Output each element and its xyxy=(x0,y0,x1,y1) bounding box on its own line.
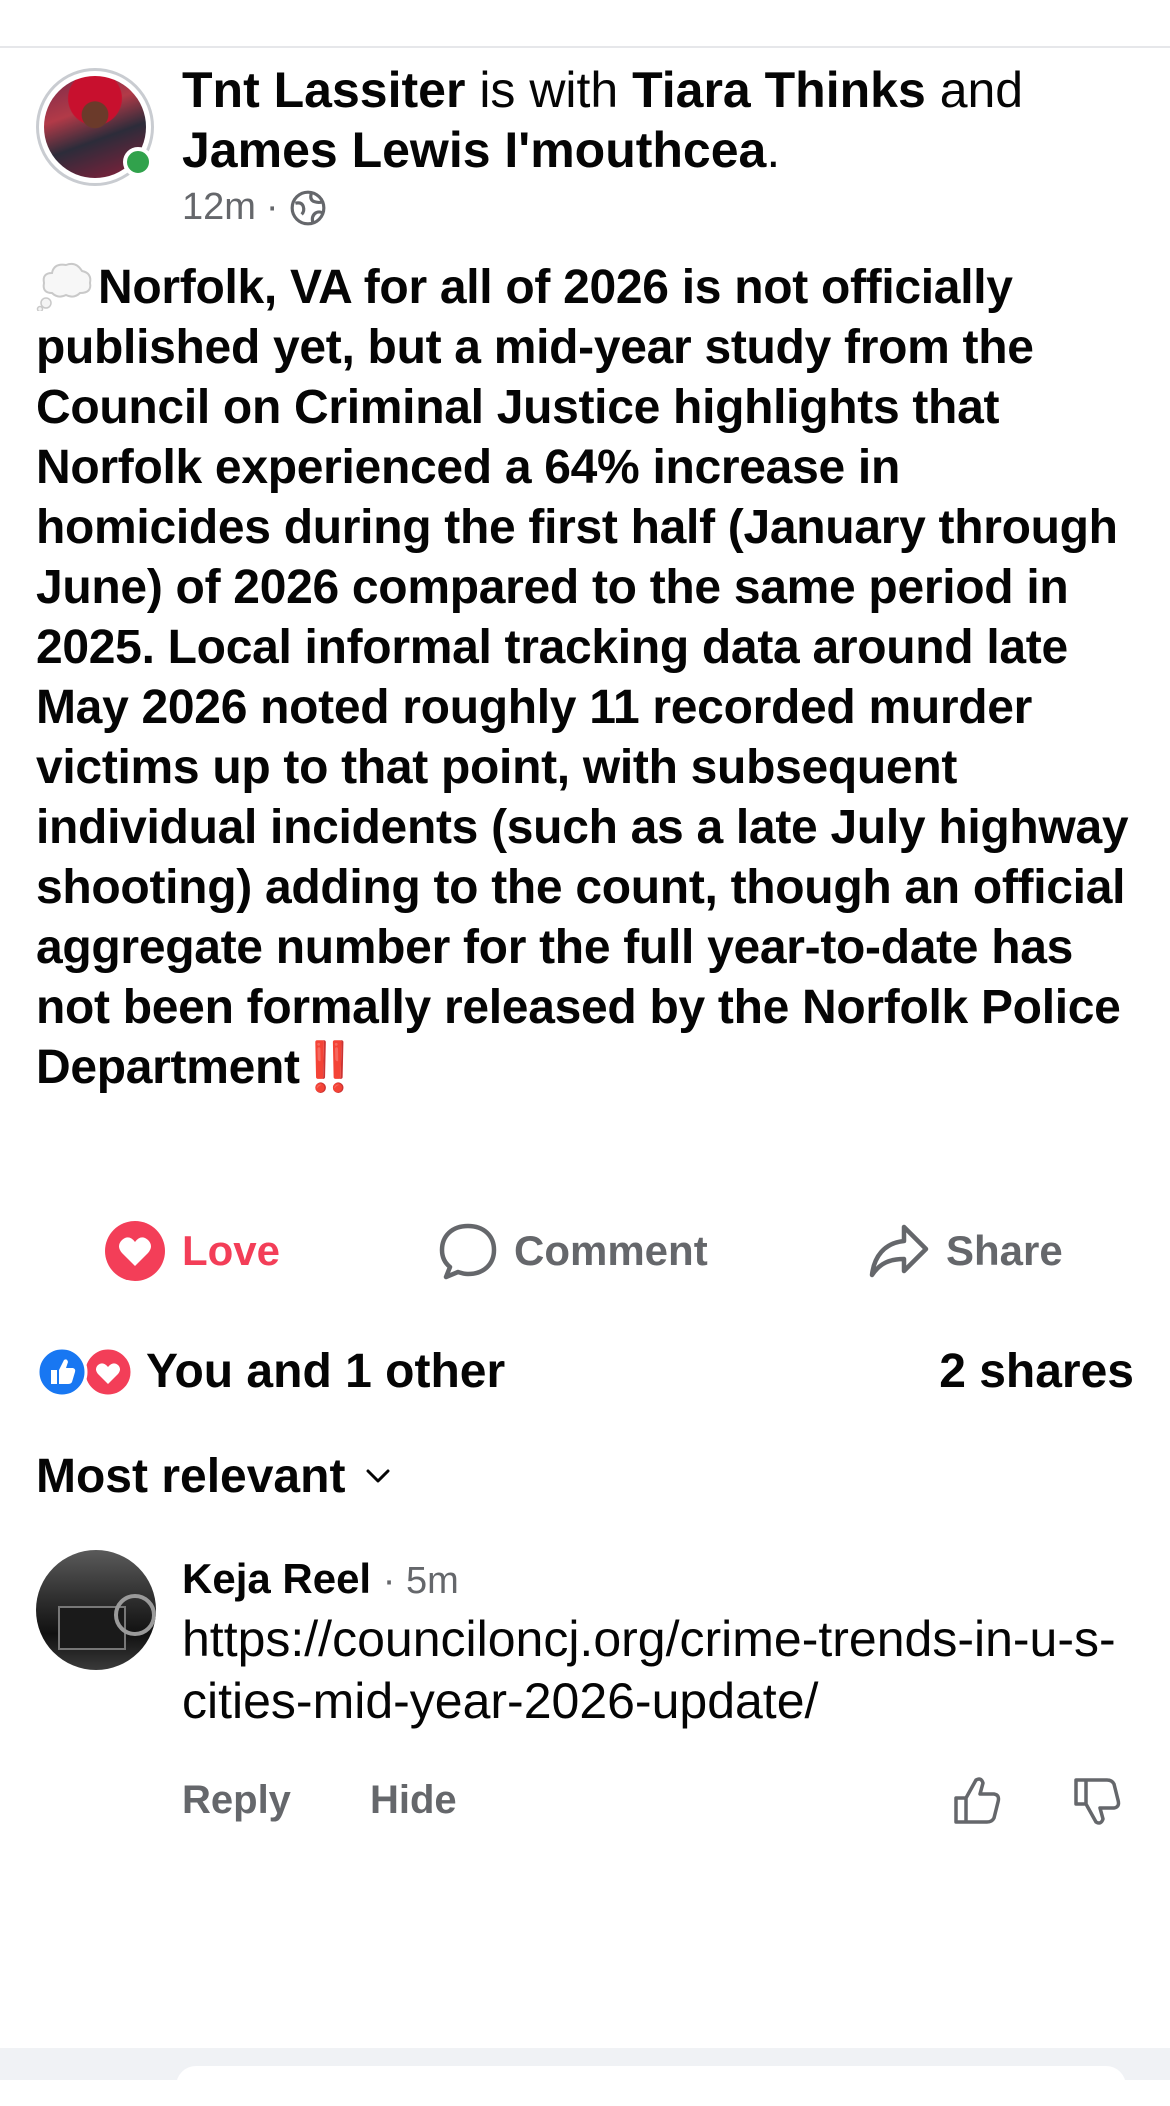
like-love-reaction-icons xyxy=(36,1346,136,1398)
love-button[interactable] xyxy=(104,1216,280,1286)
hide-button[interactable]: Hide xyxy=(370,1778,457,1822)
love-button-label: Love xyxy=(182,1227,281,1274)
share-button[interactable] xyxy=(868,1216,1063,1286)
post-body-text: Norfolk, VA for all of 2026 is not officially published yet, but a mid-year study from the Council on Criminal Justice highlights that Norfolk experienced a 64% increase in homicides during the first half (January through June) of 2026 compared to the same period in 2025. Local informal tracking data around late May 2026 noted roughly 11 recorded murder victims up to that point, with subsequent individual incidents (such as a late July highway shooting) adding to the count, though an official aggregate number for the full year-to-date has not been formally released by the Norfolk Police Department xyxy=(36,261,1129,1094)
avatar-photo-detail-round xyxy=(114,1594,156,1636)
author-name[interactable]: Tnt Lassiter xyxy=(182,62,466,118)
and-text: and xyxy=(939,62,1024,118)
tagged-user-1[interactable]: Tiara Thinks xyxy=(632,62,926,118)
comment-time: · 5m xyxy=(382,1560,459,1602)
share-button-label: Share xyxy=(946,1227,1063,1274)
downvote-thumb-icon[interactable] xyxy=(1070,1774,1124,1828)
shares-count[interactable]: 2 shares xyxy=(939,1345,1134,1398)
love-reaction-icon xyxy=(104,1220,166,1282)
meta-dot: · xyxy=(265,186,279,228)
post-time[interactable]: 12m xyxy=(182,186,256,228)
upvote-thumb-icon[interactable] xyxy=(950,1774,1004,1828)
comment-author-row xyxy=(182,1552,459,1608)
comment-composer-bar xyxy=(0,2048,1170,2080)
double-exclamation-emoji: ‼️ xyxy=(299,1041,360,1094)
reply-button[interactable]: Reply xyxy=(182,1778,291,1822)
comment-input[interactable] xyxy=(176,2066,1126,2106)
tagged-user-2[interactable]: James Lewis I'mouthcea xyxy=(182,122,767,178)
commenter-name[interactable]: Keja Reel xyxy=(182,1555,372,1602)
header-period: . xyxy=(766,122,781,178)
reactions-summary-row[interactable] xyxy=(0,1340,1170,1404)
comment-button-label: Comment xyxy=(514,1227,708,1274)
thought-balloon-icon xyxy=(36,259,94,311)
share-arrow-icon xyxy=(868,1221,930,1281)
post-actions-bar xyxy=(0,1216,1170,1286)
comment-button[interactable] xyxy=(438,1216,708,1286)
post-header-text xyxy=(182,60,1142,180)
comment-link[interactable]: https://counciloncj.org/crime-trends-in-u-s-cities-mid-year-2026-update/ xyxy=(182,1611,1116,1729)
comment-sort-label: Most relevant xyxy=(36,1449,346,1503)
post-meta xyxy=(182,186,327,229)
comment-actions xyxy=(0,1770,1170,1830)
post-body xyxy=(36,258,1136,1098)
top-nav-strip xyxy=(0,0,1170,48)
chevron-down-icon xyxy=(363,1461,393,1491)
with-text: is with xyxy=(479,62,619,118)
globe-icon xyxy=(289,189,327,227)
commenter-avatar[interactable] xyxy=(36,1550,156,1670)
comment-sort-dropdown[interactable] xyxy=(36,1444,393,1508)
reactions-summary-text[interactable]: You and 1 other xyxy=(146,1345,506,1398)
online-status-dot xyxy=(123,147,153,177)
comment-bubble-icon xyxy=(438,1221,498,1281)
author-avatar[interactable] xyxy=(36,68,154,186)
